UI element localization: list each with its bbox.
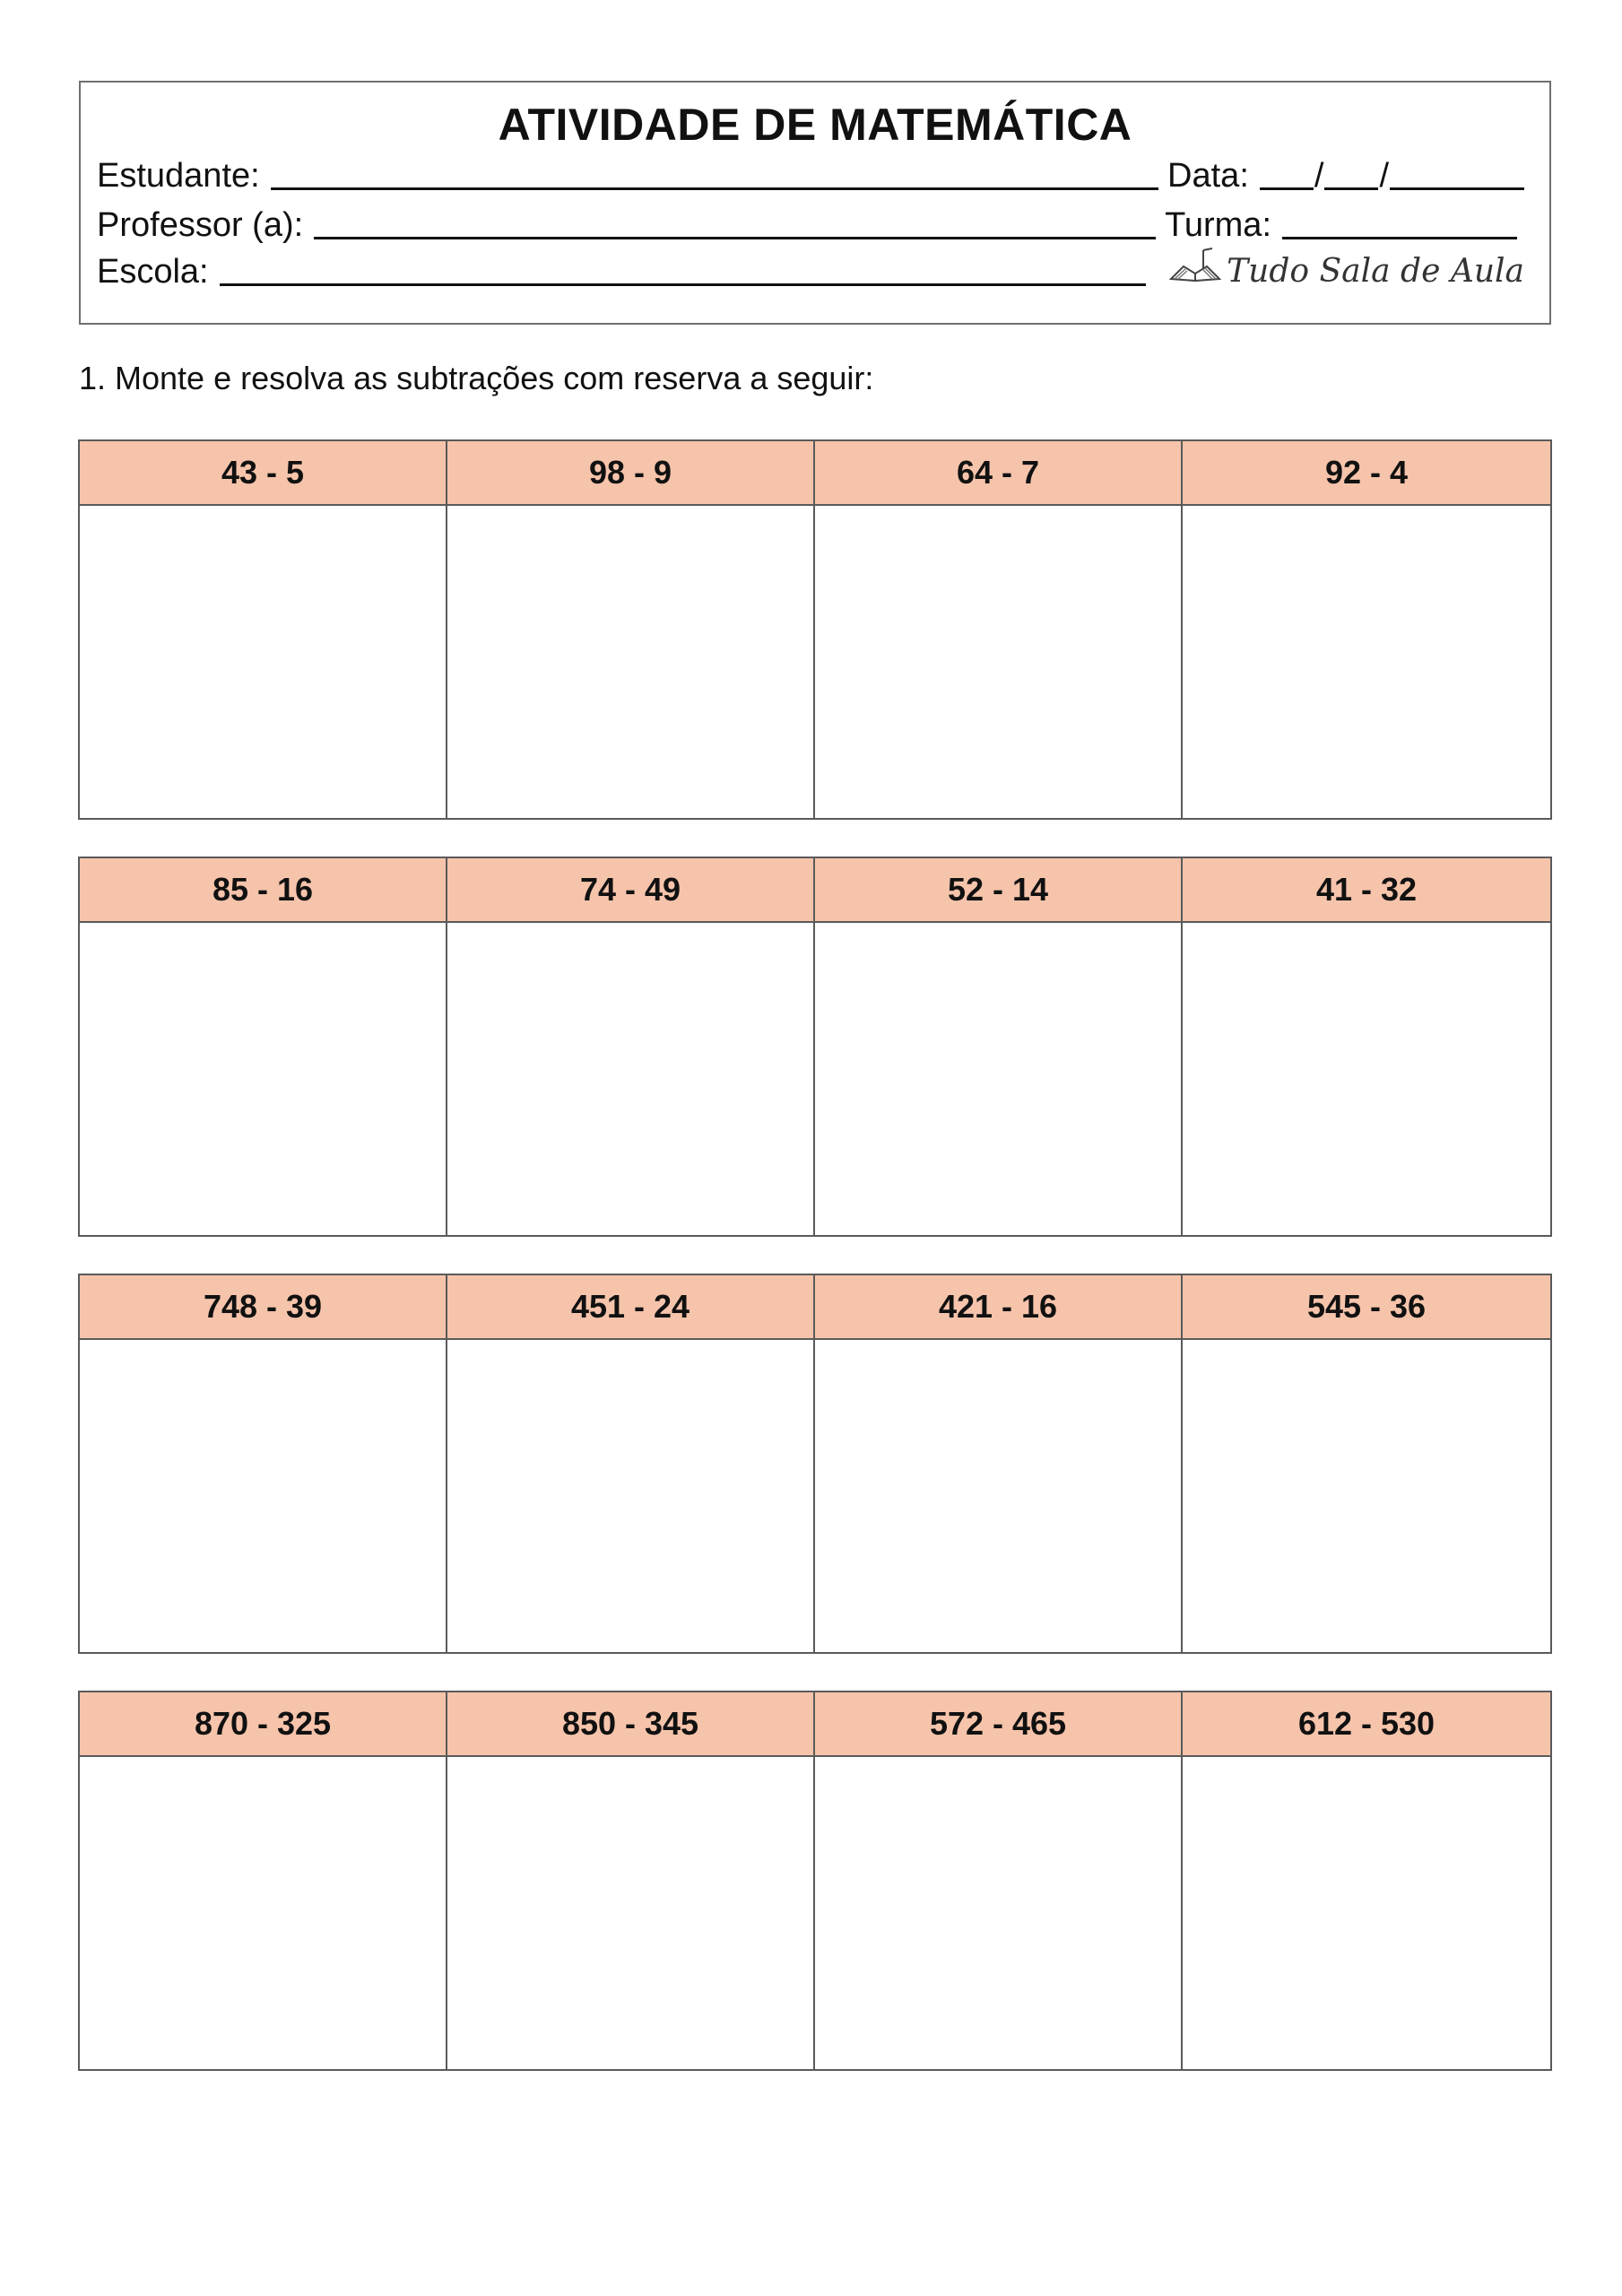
- problem-label: 41 - 32: [1183, 858, 1550, 923]
- problem-label: 98 - 9: [447, 441, 813, 506]
- open-book-icon: [1167, 247, 1223, 291]
- answer-area[interactable]: [80, 506, 446, 818]
- problem-label: 748 - 39: [80, 1275, 446, 1340]
- problem-cell: [1183, 858, 1550, 1235]
- answer-area[interactable]: [447, 1757, 813, 2069]
- problem-cell: [815, 858, 1183, 1235]
- date-label: Data:: [1167, 157, 1249, 195]
- class-field[interactable]: [1282, 203, 1517, 239]
- answer-area[interactable]: [1183, 506, 1550, 818]
- teacher-label: Professor (a):: [97, 206, 304, 244]
- problem-cell: [80, 441, 447, 818]
- problem-label: 43 - 5: [80, 441, 446, 506]
- answer-area[interactable]: [447, 1340, 813, 1652]
- problem-cell: [80, 858, 447, 1235]
- problem-cell: [1183, 1692, 1550, 2069]
- teacher-name-field[interactable]: [314, 203, 1156, 239]
- header-box: [79, 81, 1551, 325]
- answer-area[interactable]: [1183, 1340, 1550, 1652]
- date-month-field[interactable]: [1324, 153, 1378, 190]
- answer-area[interactable]: [1183, 1757, 1550, 2069]
- answer-area[interactable]: [447, 923, 813, 1235]
- date-day-field[interactable]: [1260, 153, 1314, 190]
- problem-label: 451 - 24: [447, 1275, 813, 1340]
- answer-area[interactable]: [80, 1757, 446, 2069]
- problem-grid-row-4: [78, 1691, 1552, 2071]
- problem-cell: [447, 1275, 815, 1652]
- answer-area[interactable]: [1183, 923, 1550, 1235]
- page-title: ATIVIDADE DE MATEMÁTICA: [498, 100, 1132, 150]
- date-year-field[interactable]: [1390, 153, 1524, 190]
- problem-cell: [815, 1275, 1183, 1652]
- problem-label: 74 - 49: [447, 858, 813, 923]
- problem-label: 421 - 16: [815, 1275, 1181, 1340]
- teacher-row: [97, 200, 1524, 245]
- school-row: [97, 247, 1524, 291]
- class-label: Turma:: [1165, 206, 1271, 244]
- school-label: Escola:: [97, 253, 209, 291]
- problem-grid-row-3: [78, 1274, 1552, 1654]
- answer-area[interactable]: [815, 923, 1181, 1235]
- answer-area[interactable]: [815, 1340, 1181, 1652]
- answer-area[interactable]: [80, 1340, 446, 1652]
- answer-area[interactable]: [815, 506, 1181, 818]
- student-label: Estudante:: [97, 157, 260, 195]
- answer-area[interactable]: [447, 506, 813, 818]
- problem-cell: [815, 441, 1183, 818]
- logo: [1167, 247, 1524, 291]
- problem-cell: [447, 858, 815, 1235]
- answer-area[interactable]: [815, 1757, 1181, 2069]
- problem-cell: [815, 1692, 1183, 2069]
- problem-cell: [80, 1692, 447, 2069]
- problem-label: 85 - 16: [80, 858, 446, 923]
- problem-cell: [1183, 1275, 1550, 1652]
- problem-cell: [80, 1275, 447, 1652]
- problem-label: 64 - 7: [815, 441, 1181, 506]
- answer-area[interactable]: [80, 923, 446, 1235]
- problem-cell: [1183, 441, 1550, 818]
- date-separator: /: [1314, 157, 1324, 195]
- problem-label: 572 - 465: [815, 1692, 1181, 1757]
- problem-cell: [447, 1692, 815, 2069]
- problem-grid-row-2: [78, 857, 1552, 1237]
- problem-label: 52 - 14: [815, 858, 1181, 923]
- instruction-text: 1. Monte e resolva as subtrações com reserva a seguir:: [79, 360, 874, 396]
- problem-cell: [447, 441, 815, 818]
- problem-label: 92 - 4: [1183, 441, 1550, 506]
- logo-text: Tudo Sala de Aula: [1227, 253, 1524, 290]
- student-row: [97, 151, 1524, 196]
- problem-grid-row-1: [78, 439, 1552, 820]
- problem-label: 612 - 530: [1183, 1692, 1550, 1757]
- school-name-field[interactable]: [220, 249, 1147, 286]
- student-name-field[interactable]: [271, 153, 1158, 190]
- problem-label: 870 - 325: [80, 1692, 446, 1757]
- problem-label: 545 - 36: [1183, 1275, 1550, 1340]
- problem-label: 850 - 345: [447, 1692, 813, 1757]
- date-separator: /: [1379, 157, 1389, 195]
